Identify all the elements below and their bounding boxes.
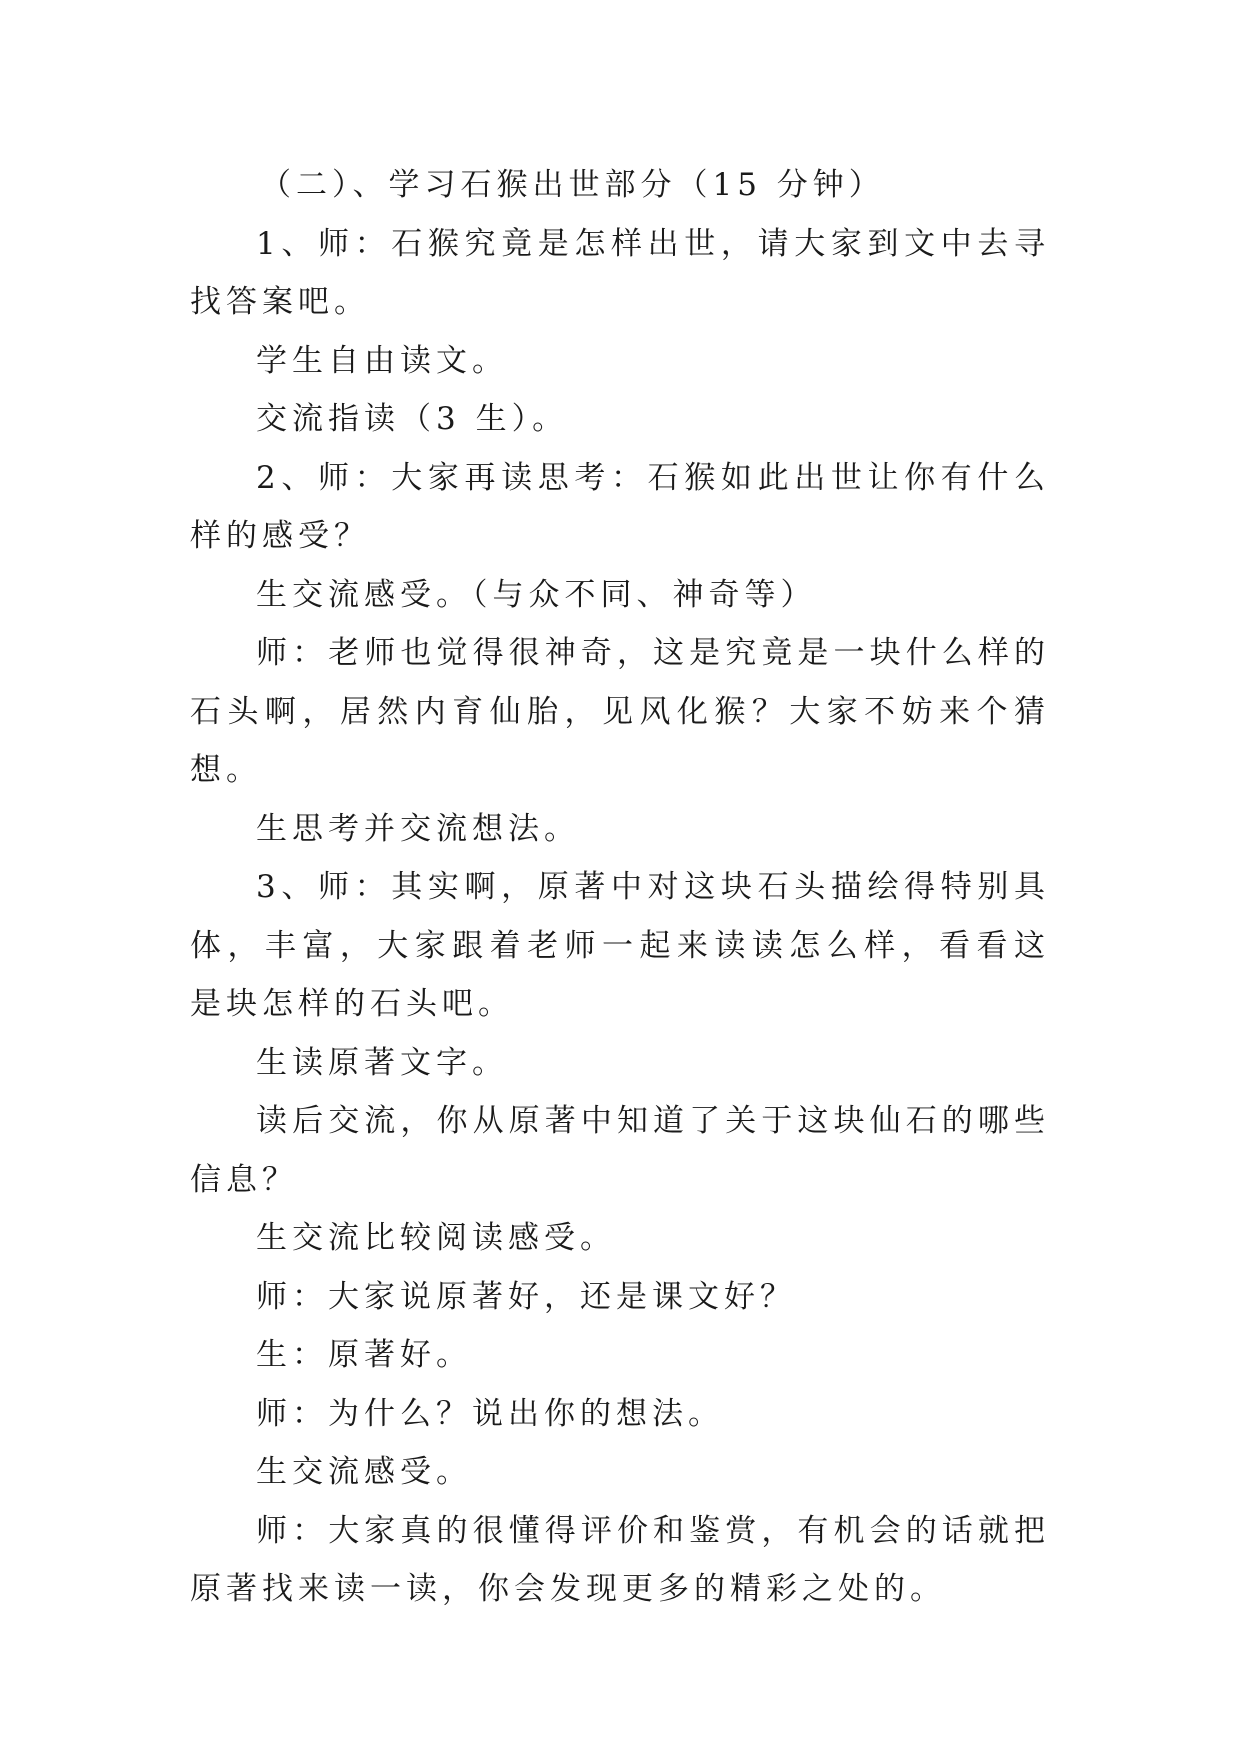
paragraph-11: 生交流比较阅读感受。 — [256, 1220, 616, 1256]
paragraph-9: 生读原著文字。 — [256, 1044, 508, 1081]
paragraph-1: 1、师：石猴究竟是怎样出世，请大家到文中去寻找答案吧。 — [190, 225, 1050, 320]
paragraph-3: 交流指读（3 生）。 — [256, 401, 569, 437]
paragraph-15: 生交流感受。 — [256, 1454, 472, 1490]
paragraph-14: 师：为什么？说出你的想法。 — [256, 1395, 724, 1432]
paragraph-16: 师：大家真的很懂得评价和鉴赏，有机会的话就把原著找来读一读，你会发现更多的精彩之处的。 — [190, 1512, 1050, 1607]
paragraph-7: 生思考并交流想法。 — [256, 810, 580, 847]
paragraph-5: 生交流感受。（与众不同、神奇等） — [256, 576, 817, 613]
document-page — [190, 156, 1050, 1619]
paragraph-2: 学生自由读文。 — [256, 342, 508, 379]
paragraph-12: 师：大家说原著好，还是课文好？ — [256, 1278, 796, 1315]
paragraph-6: 师：老师也觉得很神奇，这是究竟是一块什么样的石头啊，居然内育仙胎，见风化猴？大家不妨来个猜想。 — [190, 635, 1050, 788]
paragraph-10: 读后交流，你从原著中知道了关于这块仙石的哪些信息？ — [190, 1103, 1050, 1198]
section-heading: （二）、学习石猴出世部分（15 分钟） — [260, 167, 885, 203]
paragraph-4: 2、师：大家再读思考：石猴如此出世让你有什么样的感受？ — [190, 459, 1050, 554]
paragraph-8: 3、师：其实啊，原著中对这块石头描绘得特别具体，丰富，大家跟着老师一起来读读怎么样，看看这是块怎样的石头吧。 — [190, 869, 1050, 1022]
paragraph-13: 生：原著好。 — [256, 1337, 472, 1373]
